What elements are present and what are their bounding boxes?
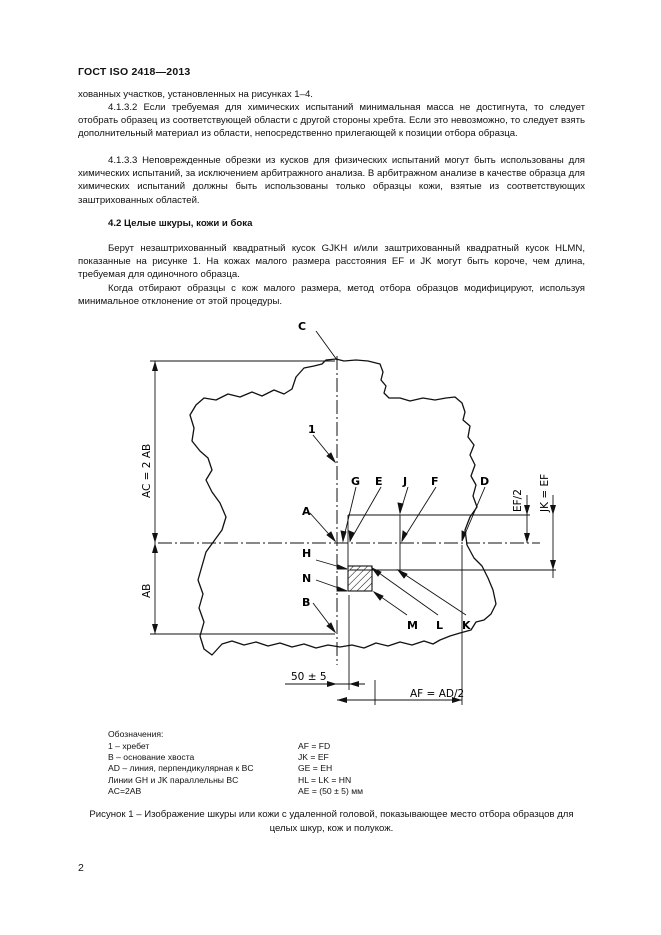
label-d: D xyxy=(480,475,490,488)
label-n: N xyxy=(302,572,312,585)
label-m: M xyxy=(407,619,418,632)
label-k: K xyxy=(462,619,471,632)
section-heading: 4.2 Целые шкуры, кожи и бока xyxy=(108,218,253,229)
section-paragraph-1: Берут незаштрихованный квадратный кусок GJKH и/или заштрихованный квадратный кусок HLMN, показанные на рисунке 1. На кожах малого размера расстояния EF и JK могут быть короче, чем длина, требуемая для одиночного образца. xyxy=(78,243,585,281)
legend-left-5: AC=2AB xyxy=(108,786,142,796)
standard-header: ГОСТ ISO 2418—2013 xyxy=(78,66,191,78)
legend-right-3: GE = EH xyxy=(298,763,333,773)
section-paragraph-2: Когда отбирают образцы с кож малого размера, метод отбора образцов модифицируют, используя минимальное отклонение от этой процедуры. xyxy=(78,283,585,308)
hide-outline xyxy=(190,359,496,655)
legend-left-2: B – основание хвоста xyxy=(108,752,195,762)
legend-right-5: AE = (50 ± 5) мм xyxy=(298,786,364,796)
label-g: G xyxy=(351,475,361,488)
page-number: 2 xyxy=(78,862,84,874)
dim-jk-ef: JK = EF xyxy=(539,473,551,512)
label-c: C xyxy=(298,320,307,333)
legend-title: Обозначения: xyxy=(108,729,164,739)
label-f: F xyxy=(431,475,439,488)
legend-right-2: JK = EF xyxy=(298,752,329,762)
dim-ac-2ab: AC = 2 AB xyxy=(141,443,153,498)
legend-right-1: AF = FD xyxy=(298,741,331,751)
label-h: H xyxy=(302,547,312,560)
dim-ef-half: EF/2 xyxy=(512,489,524,512)
label-e: E xyxy=(375,475,383,488)
label-1: 1 xyxy=(308,423,316,436)
paragraph-4-1-3-2: 4.1.3.2 Если требуемая для химических испытаний минимальная масса не достигнута, то следует отобрать образец из соответствующей области с другой стороны хребта. Если это невозможно, то следует взять дополнительный материал из области, непосредственно прилегающей к позиции отбора образца. xyxy=(78,102,585,140)
label-l: L xyxy=(436,619,444,632)
dim-50: 50 ± 5 xyxy=(291,671,327,683)
label-b: B xyxy=(302,596,311,609)
legend-left-3: AD – линия, перпендикулярная к BC xyxy=(108,763,254,773)
paragraph-continuation: хованных участков, установленных на рисунках 1–4. xyxy=(78,89,313,100)
label-a: A xyxy=(302,505,311,518)
legend-right-4: HL = LK = HN xyxy=(298,775,352,785)
hatched-square-hlmn xyxy=(348,566,372,591)
legend-left-1: 1 – хребет xyxy=(108,741,150,751)
figure-caption: Рисунок 1 – Изображение шкуры или кожи с удаленной головой, показывающее место отбора образцов для целых шкур, кож и полукож. xyxy=(89,809,574,834)
label-j: J xyxy=(403,475,408,488)
dim-ab: AB xyxy=(141,583,153,598)
paragraph-4-1-3-3: 4.1.3.3 Неповрежденные обрезки из кусков для физических испытаний могут быть использованы для химических испытаний, за исключением арбитражного анализа. В арбитражном анализе в качестве образца для химических испытаний должны быть использованы только образцы кожи, взятые из соответствующих заштрихованных областей. xyxy=(78,155,585,206)
dim-af-ad2: AF = AD/2 xyxy=(410,688,465,700)
legend-left-4: Линии GH и JK параллельны BC xyxy=(108,775,239,785)
